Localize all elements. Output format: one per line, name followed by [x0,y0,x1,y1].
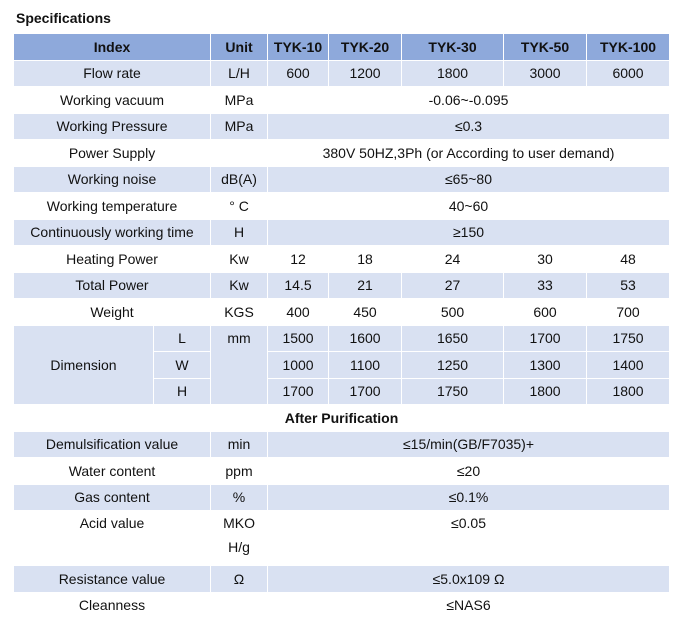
row-label: Continuously working time [14,219,211,246]
row-unit-line: MKO [223,515,255,531]
row-label: Demulsification value [14,431,211,458]
dimension-axis: H [154,378,211,405]
row-unit [211,592,268,619]
table-row [14,219,670,246]
table-row [14,325,670,352]
table-row [14,113,670,140]
table-row [14,60,670,87]
row-label: Resistance value [14,566,211,593]
row-unit: Kw [211,246,268,273]
row-value: ≤65~80 [268,166,670,193]
row-value: 1800 [402,60,504,87]
table-row [14,566,670,593]
row-unit: ° C [211,193,268,220]
row-value: 1100 [329,352,402,379]
table-row [14,166,670,193]
row-value: 1700 [268,378,329,405]
row-label: Weight [14,299,211,326]
header-model: TYK-30 [402,34,504,61]
row-value: ≤0.05 [268,511,670,566]
row-label: Heating Power [14,246,211,273]
dimension-label: Dimension [14,325,154,405]
row-value: 40~60 [268,193,670,220]
row-unit: % [211,484,268,511]
row-value: 380V 50HZ,3Ph (or According to user demand) [268,140,670,167]
row-value: ≤0.1% [268,484,670,511]
row-value: 1200 [329,60,402,87]
row-unit: MPa [211,113,268,140]
header-model: TYK-20 [329,34,402,61]
page-title: Specifications [16,10,111,26]
header-model: TYK-10 [268,34,329,61]
row-value: 1600 [329,325,402,352]
row-value: 27 [402,272,504,299]
row-label: Working noise [14,166,211,193]
row-unit: Kw [211,272,268,299]
section-title: After Purification [14,405,670,432]
row-label: Flow rate [14,60,211,87]
row-value: 3000 [504,60,587,87]
row-label: Working Pressure [14,113,211,140]
row-label: Power Supply [14,140,211,167]
row-value: 12 [268,246,329,273]
row-value: -0.06~-0.095 [268,87,670,114]
row-value: 1650 [402,325,504,352]
row-value: 30 [504,246,587,273]
row-value: ≤5.0x109 Ω [268,566,670,593]
row-value: 1750 [587,325,670,352]
table-row [14,272,670,299]
row-value: 14.5 [268,272,329,299]
row-value: ≥150 [268,219,670,246]
row-value: 1300 [504,352,587,379]
dimension-axis: L [154,325,211,352]
row-unit [211,511,268,566]
row-label: Acid value [14,511,211,566]
header-row [14,34,670,61]
table-row [14,458,670,485]
row-value: 1750 [402,378,504,405]
row-label: Working vacuum [14,87,211,114]
row-value: ≤NAS6 [268,592,670,619]
row-unit: Ω [211,566,268,593]
row-unit: L/H [211,60,268,87]
row-unit: ppm [211,458,268,485]
row-value: 1800 [587,378,670,405]
header-unit: Unit [211,34,268,61]
row-value: 1500 [268,325,329,352]
table-row [14,246,670,273]
table-row [14,193,670,220]
header-model: TYK-50 [504,34,587,61]
row-unit: KGS [211,299,268,326]
row-value: 1800 [504,378,587,405]
table-row [14,511,670,566]
row-value: 1250 [402,352,504,379]
row-unit: min [211,431,268,458]
row-value: ≤0.3 [268,113,670,140]
header-index: Index [14,34,211,61]
row-label: Gas content [14,484,211,511]
row-value: 53 [587,272,670,299]
row-value: 1700 [504,325,587,352]
table-row [14,140,670,167]
row-value: 600 [504,299,587,326]
row-unit: dB(A) [211,166,268,193]
row-unit [211,140,268,167]
row-value: 1000 [268,352,329,379]
row-label: Working temperature [14,193,211,220]
row-value: 700 [587,299,670,326]
row-value: 450 [329,299,402,326]
row-value: 500 [402,299,504,326]
row-value: 24 [402,246,504,273]
table-row [14,484,670,511]
row-value: 6000 [587,60,670,87]
row-unit-line: H/g [228,539,250,555]
row-value: ≤15/min(GB/F7035)+ [268,431,670,458]
specifications-table [13,33,670,619]
table-row [14,299,670,326]
row-value: 33 [504,272,587,299]
row-value: 600 [268,60,329,87]
row-value: 21 [329,272,402,299]
dimension-unit: mm [211,325,268,405]
table-row [14,592,670,619]
section-header-row [14,405,670,432]
row-value: 48 [587,246,670,273]
row-value: 1700 [329,378,402,405]
row-label: Total Power [14,272,211,299]
row-unit: H [211,219,268,246]
table-row [14,431,670,458]
row-value: ≤20 [268,458,670,485]
table-row [14,87,670,114]
row-label: Water content [14,458,211,485]
header-model: TYK-100 [587,34,670,61]
row-value: 18 [329,246,402,273]
row-unit: MPa [211,87,268,114]
row-value: 400 [268,299,329,326]
row-label: Cleanness [14,592,211,619]
dimension-axis: W [154,352,211,379]
row-value: 1400 [587,352,670,379]
